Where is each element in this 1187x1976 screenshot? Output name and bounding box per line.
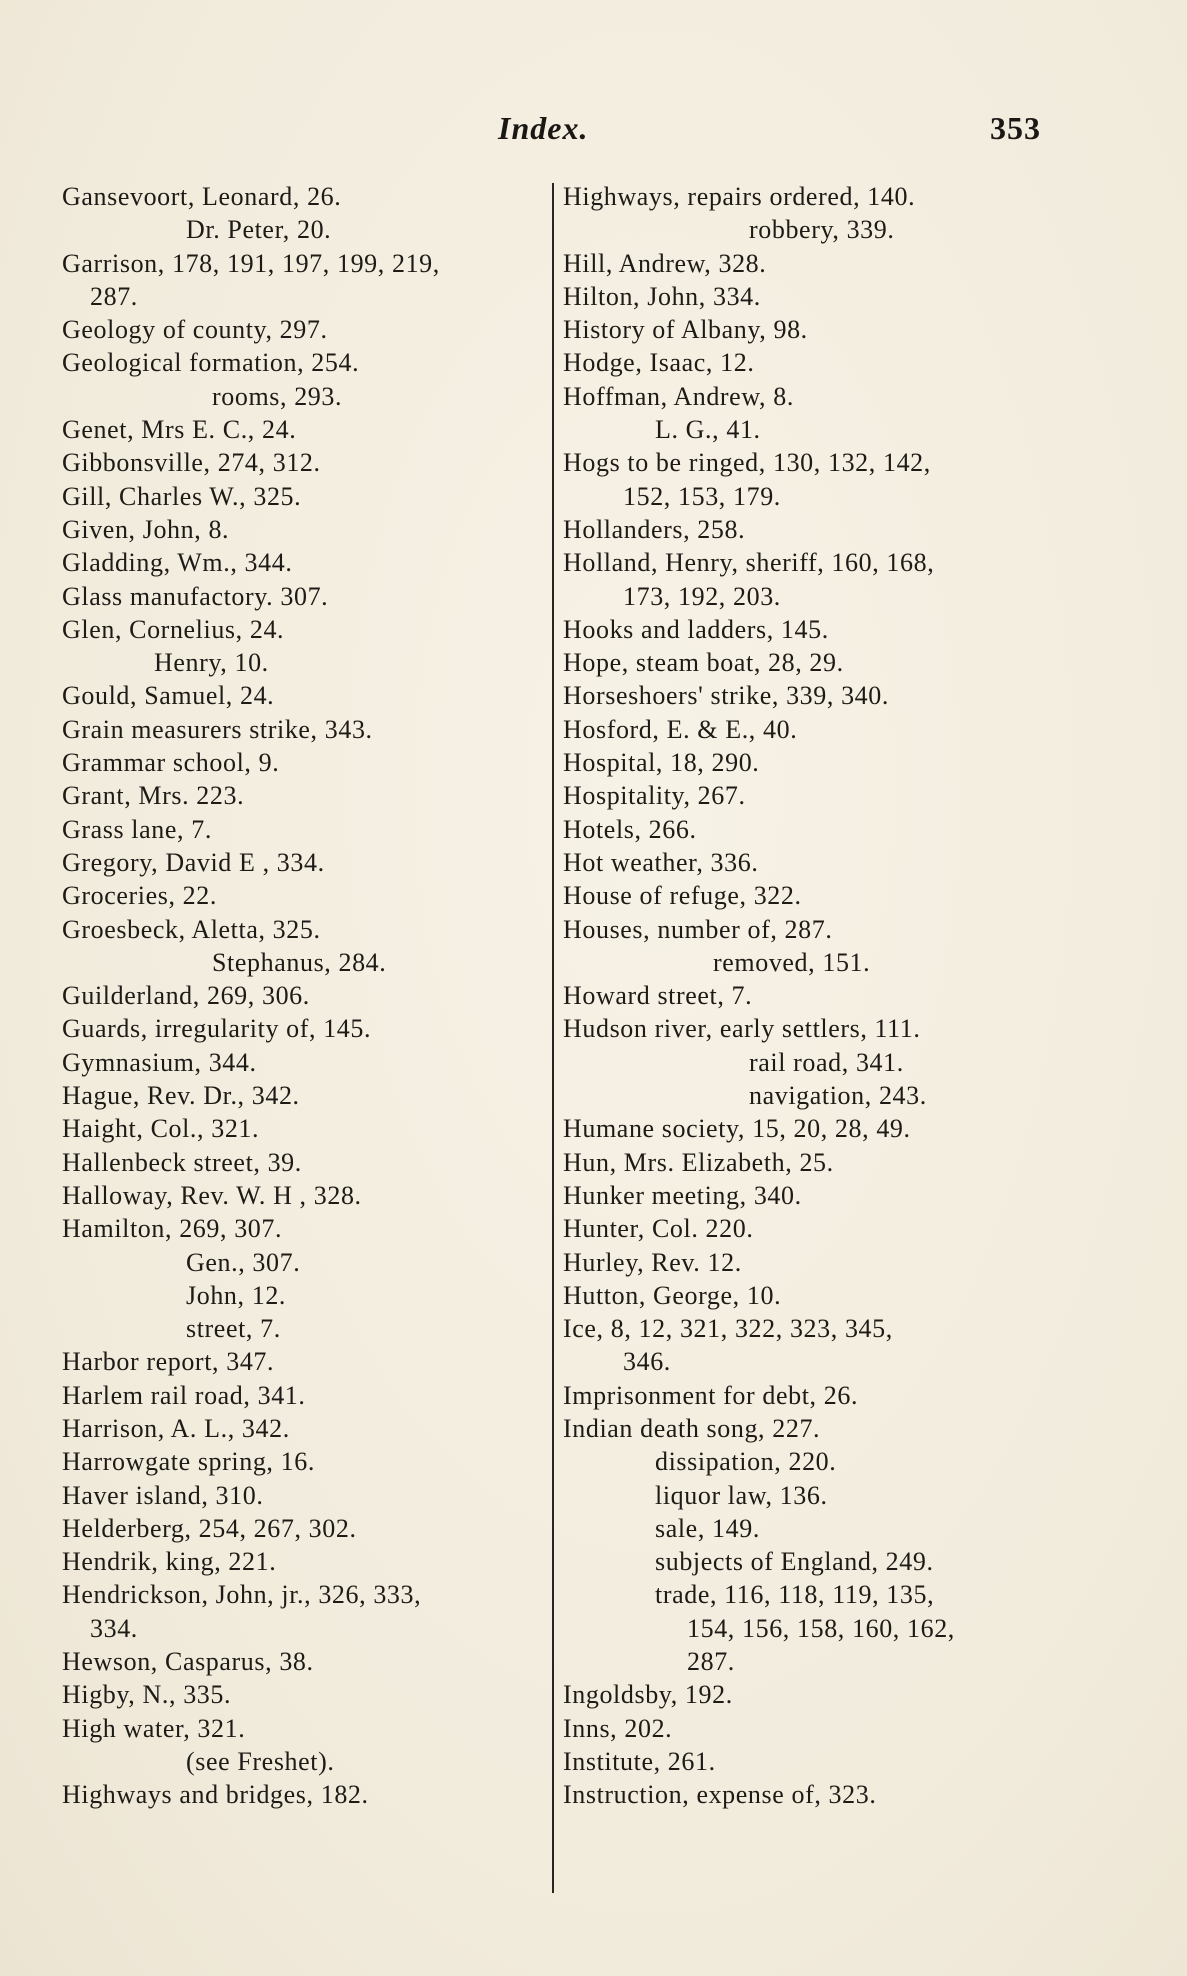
index-entry: 346. bbox=[623, 1347, 671, 1377]
index-entry: Hunter, Col. 220. bbox=[563, 1214, 754, 1244]
index-entry: Groesbeck, Aletta, 325. bbox=[62, 914, 321, 944]
index-entry: (see Freshet). bbox=[186, 1746, 335, 1776]
index-entry: Hurley, Rev. 12. bbox=[563, 1247, 742, 1277]
index-entry: Hospitality, 267. bbox=[563, 781, 746, 811]
index-entry: Gansevoort, Leonard, 26. bbox=[62, 182, 342, 211]
index-entry: street, 7. bbox=[186, 1314, 281, 1344]
index-column-left bbox=[62, 180, 552, 1812]
index-entry: Hutton, George, 10. bbox=[563, 1280, 782, 1310]
index-entry: Highways and bridges, 182. bbox=[62, 1780, 369, 1810]
index-entry: Gould, Samuel, 24. bbox=[62, 681, 275, 711]
index-entry: Ingoldsby, 192. bbox=[563, 1680, 733, 1710]
index-entry: trade, 116, 118, 119, 135, bbox=[655, 1580, 935, 1610]
index-entry: Hunker meeting, 340. bbox=[563, 1180, 802, 1210]
index-entry: Glass manufactory. 307. bbox=[62, 581, 329, 611]
index-column-right bbox=[563, 180, 1063, 1812]
index-entry: Gen., 307. bbox=[186, 1247, 301, 1277]
index-entry: Harlem rail road, 341. bbox=[62, 1380, 306, 1410]
index-entry: Genet, Mrs E. C., 24. bbox=[62, 415, 297, 445]
index-entry: History of Albany, 98. bbox=[563, 315, 808, 345]
index-entry: Hooks and ladders, 145. bbox=[563, 614, 829, 644]
index-entry: Hun, Mrs. Elizabeth, 25. bbox=[563, 1147, 834, 1177]
index-entry: rooms, 293. bbox=[212, 381, 343, 411]
index-entry: Stephanus, 284. bbox=[212, 947, 387, 977]
index-entry: Hilton, John, 334. bbox=[563, 281, 761, 311]
index-entry: Howard street, 7. bbox=[563, 981, 753, 1011]
index-entry: Hague, Rev. Dr., 342. bbox=[62, 1081, 300, 1111]
index-entry: Gymnasium, 344. bbox=[62, 1047, 257, 1077]
index-entry: Hendrik, king, 221. bbox=[62, 1547, 277, 1577]
running-title: Index. bbox=[498, 110, 589, 146]
index-entry: Inns, 202. bbox=[563, 1713, 673, 1743]
index-entry: Houses, number of, 287. bbox=[563, 914, 833, 944]
index-entry: Hogs to be ringed, 130, 132, 142, bbox=[563, 448, 931, 478]
index-entry: Grant, Mrs. 223. bbox=[62, 781, 245, 811]
index-entry: Humane society, 15, 20, 28, 49. bbox=[563, 1114, 911, 1144]
index-entry: Glen, Cornelius, 24. bbox=[62, 614, 285, 644]
index-entry: Hamilton, 269, 307. bbox=[62, 1214, 283, 1244]
index-entry: Haight, Col., 321. bbox=[62, 1114, 260, 1144]
index-entry: Gregory, David E , 334. bbox=[62, 847, 325, 877]
index-entry: 154, 156, 158, 160, 162, bbox=[687, 1613, 955, 1643]
index-entry: removed, 151. bbox=[713, 947, 871, 977]
index-entry: Harrowgate spring, 16. bbox=[62, 1447, 315, 1477]
index-entry: Hendrickson, John, jr., 326, 333, bbox=[62, 1580, 422, 1610]
index-entry: 173, 192, 203. bbox=[623, 581, 781, 611]
index-entry: Haver island, 310. bbox=[62, 1480, 264, 1510]
index-entry: Harbor report, 347. bbox=[62, 1347, 275, 1377]
page-number: 353 bbox=[990, 110, 1041, 146]
index-entry: Grammar school, 9. bbox=[62, 748, 280, 778]
index-entry: Halloway, Rev. W. H , 328. bbox=[62, 1180, 362, 1210]
index-entry: dissipation, 220. bbox=[655, 1447, 837, 1477]
index-entry: Guilderland, 269, 306. bbox=[62, 981, 310, 1011]
index-entry: Hospital, 18, 290. bbox=[563, 748, 760, 778]
index-entry: Higby, N., 335. bbox=[62, 1680, 232, 1710]
index-entry: Geological formation, 254. bbox=[62, 348, 360, 378]
index-entry: Hudson river, early settlers, 111. bbox=[563, 1014, 921, 1044]
index-entry: Gill, Charles W., 325. bbox=[62, 481, 302, 511]
column-divider bbox=[552, 183, 554, 1893]
index-entry: Indian death song, 227. bbox=[563, 1413, 821, 1443]
index-entry: 287. bbox=[90, 281, 138, 311]
index-entry: Garrison, 178, 191, 197, 199, 219, bbox=[62, 248, 440, 278]
index-entry: subjects of England, 249. bbox=[655, 1547, 934, 1577]
index-entry: Harrison, A. L., 342. bbox=[62, 1413, 290, 1443]
index-entry: Hotels, 266. bbox=[563, 814, 697, 844]
index-entry: Hallenbeck street, 39. bbox=[62, 1147, 302, 1177]
index-entry: Hollanders, 258. bbox=[563, 514, 746, 544]
index-entry: 334. bbox=[90, 1613, 138, 1643]
index-entry: Gibbonsville, 274, 312. bbox=[62, 448, 321, 478]
index-entry: Given, John, 8. bbox=[62, 514, 230, 544]
index-entry: Imprisonment for debt, 26. bbox=[563, 1380, 859, 1410]
index-entry: Hodge, Isaac, 12. bbox=[563, 348, 755, 378]
page-header bbox=[0, 110, 1187, 150]
index-entry: Instruction, expense of, 323. bbox=[563, 1780, 877, 1810]
index-entry: 287. bbox=[687, 1647, 735, 1677]
index-entry: Groceries, 22. bbox=[62, 881, 217, 911]
index-entry: Dr. Peter, 20. bbox=[186, 215, 332, 245]
index-entry: Ice, 8, 12, 321, 322, 323, 345, bbox=[563, 1314, 893, 1344]
index-entry: L. G., 41. bbox=[655, 415, 761, 445]
index-entry: Helderberg, 254, 267, 302. bbox=[62, 1513, 357, 1543]
index-entry: liquor law, 136. bbox=[655, 1480, 828, 1510]
index-entry: sale, 149. bbox=[655, 1513, 760, 1543]
index-entry: navigation, 243. bbox=[749, 1081, 927, 1111]
index-entry: Hosford, E. & E., 40. bbox=[563, 714, 798, 744]
index-entry: Geology of county, 297. bbox=[62, 315, 328, 345]
index-entry: Guards, irregularity of, 145. bbox=[62, 1014, 372, 1044]
index-entry: Henry, 10. bbox=[154, 648, 269, 678]
index-entry: Grain measurers strike, 343. bbox=[62, 714, 373, 744]
index-entry: Hewson, Casparus, 38. bbox=[62, 1647, 314, 1677]
index-entry: Horseshoers' strike, 339, 340. bbox=[563, 681, 889, 711]
index-entry: High water, 321. bbox=[62, 1713, 246, 1743]
index-entry: Highways, repairs ordered, 140. bbox=[563, 182, 916, 211]
index-entry: Hoffman, Andrew, 8. bbox=[563, 381, 794, 411]
index-entry: 152, 153, 179. bbox=[623, 481, 781, 511]
index-entry: Hope, steam boat, 28, 29. bbox=[563, 648, 844, 678]
index-entry: Holland, Henry, sheriff, 160, 168, bbox=[563, 548, 935, 578]
index-entry: Grass lane, 7. bbox=[62, 814, 212, 844]
index-entry: Hill, Andrew, 328. bbox=[563, 248, 767, 278]
index-entry: House of refuge, 322. bbox=[563, 881, 802, 911]
index-entry: rail road, 341. bbox=[749, 1047, 904, 1077]
index-entry: robbery, 339. bbox=[749, 215, 895, 245]
index-entry: John, 12. bbox=[186, 1280, 287, 1310]
index-entry: Hot weather, 336. bbox=[563, 847, 759, 877]
index-entry: Institute, 261. bbox=[563, 1746, 716, 1776]
index-entry: Gladding, Wm., 344. bbox=[62, 548, 293, 578]
